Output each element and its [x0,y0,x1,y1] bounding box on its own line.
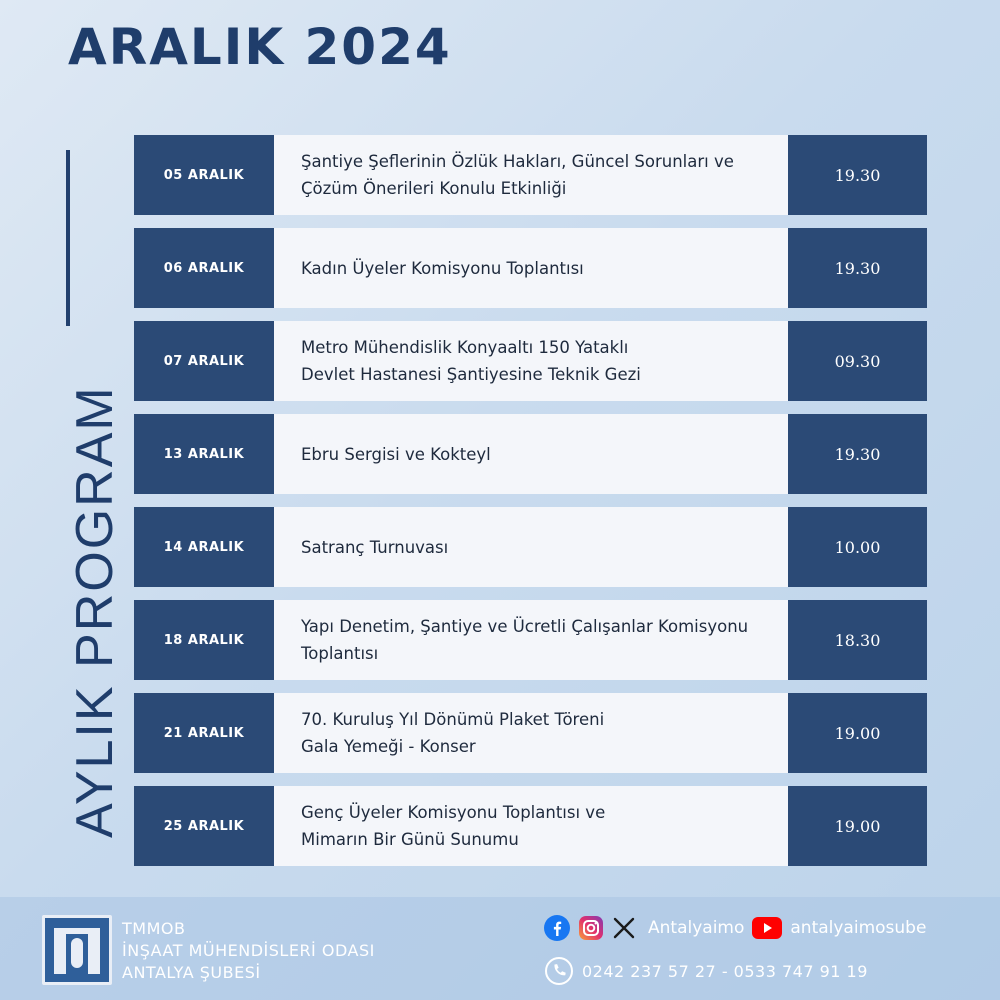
event-table [134,135,927,879]
event-time: 09.30 [788,321,927,401]
event-row [134,600,927,680]
page-title: ARALIK 2024 [68,18,452,76]
event-title-line: Mimarın Bir Günü Sunumu [301,830,519,849]
event-title-line: Metro Mühendislik Konyaaltı 150 Yataklı [301,338,629,357]
event-time: 10.00 [788,507,927,587]
event-row [134,228,927,308]
event-title [274,600,788,680]
imo-logo-icon [42,915,112,985]
event-time: 19.30 [788,414,927,494]
event-title [274,321,788,401]
event-title-line: Çözüm Önerileri Konulu Etkinliği [301,179,567,198]
event-row [134,414,927,494]
side-label: AYLIK PROGRAM [66,385,124,838]
event-title [274,414,788,494]
event-row [134,786,927,866]
event-row [134,321,927,401]
youtube-handle[interactable]: antalyaimosube [790,918,927,938]
event-title-line: Kadın Üyeler Komisyonu Toplantısı [301,258,584,278]
event-title-line: Satranç Turnuvası [301,537,449,557]
event-title-line: Devlet Hastanesi Şantiyesine Teknik Gezi [301,365,641,384]
event-date: 05 ARALIK [134,135,274,215]
event-time: 19.30 [788,135,927,215]
event-date: 13 ARALIK [134,414,274,494]
event-title-line: Ebru Sergisi ve Kokteyl [301,444,491,464]
social-handle[interactable]: Antalyaimo [648,918,745,938]
event-title [274,786,788,866]
facebook-icon[interactable] [544,915,570,941]
event-title-line: Şantiye Şeflerinin Özlük Hakları, Güncel Sorunları ve [301,152,734,171]
x-icon[interactable] [612,916,636,940]
event-title [274,693,788,773]
event-date: 25 ARALIK [134,786,274,866]
event-title-line: Genç Üyeler Komisyonu Toplantısı ve [301,803,606,822]
org-line: İNŞAAT MÜHENDİSLERİ ODASI [122,941,375,960]
org-line: TMMOB [122,919,186,938]
phone-numbers[interactable]: 0242 237 57 27 - 0533 747 91 19 [582,961,868,981]
event-time: 18.30 [788,600,927,680]
event-date: 06 ARALIK [134,228,274,308]
event-date: 07 ARALIK [134,321,274,401]
event-title-line: Yapı Denetim, Şantiye ve Ücretli Çalışanlar Komisyonu [301,617,749,636]
event-time: 19.30 [788,228,927,308]
event-title-line: Gala Yemeği - Konser [301,737,476,756]
event-row [134,135,927,215]
side-divider [66,150,70,326]
youtube-icon[interactable] [752,917,782,939]
social-links [544,913,926,943]
instagram-icon[interactable] [578,915,604,941]
contact-line [544,955,868,987]
event-row [134,507,927,587]
event-title-line: 70. Kuruluş Yıl Dönümü Plaket Töreni [301,710,605,729]
event-time: 19.00 [788,693,927,773]
event-title [274,228,788,308]
event-date: 21 ARALIK [134,693,274,773]
event-title [274,135,788,215]
event-date: 18 ARALIK [134,600,274,680]
event-date: 14 ARALIK [134,507,274,587]
event-title [274,507,788,587]
organization-name [122,918,375,984]
org-line: ANTALYA ŞUBESİ [122,963,261,982]
event-title-line: Toplantısı [301,644,379,663]
event-time: 19.00 [788,786,927,866]
event-row [134,693,927,773]
phone-icon [544,956,574,986]
